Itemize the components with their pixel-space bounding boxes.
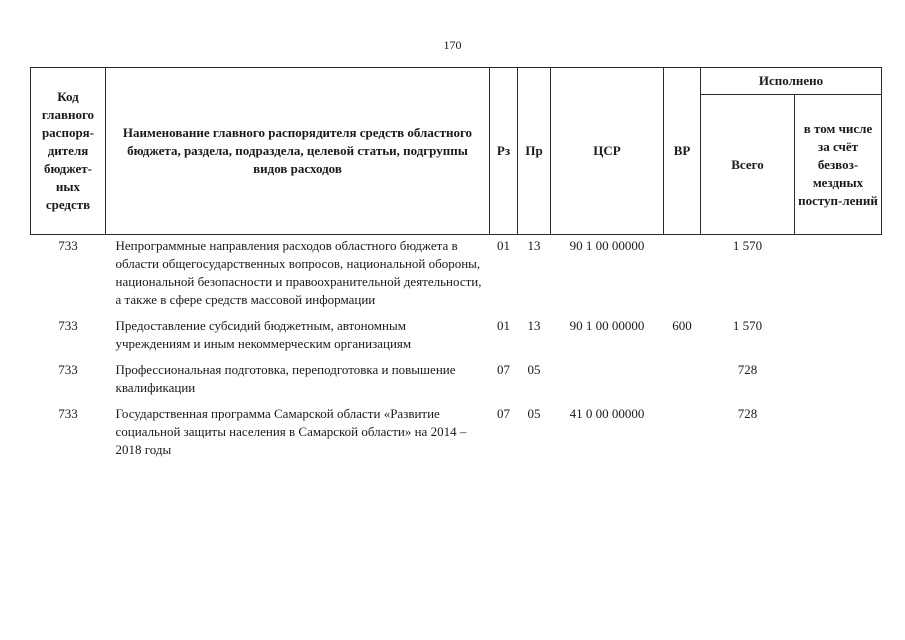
cell-free [795, 405, 882, 467]
header-csr: ЦСР [551, 68, 664, 235]
table-row [31, 405, 882, 467]
page-number: 170 [443, 38, 462, 52]
cell-rz: 01 [497, 318, 510, 333]
cell-pr: 13 [527, 238, 541, 253]
cell-rz: 07 [497, 406, 510, 421]
header-executed: Исполнено [701, 68, 882, 95]
header-name: Наименование главного распорядителя средств областного бюджета, раздела, подраздела, целевой статьи, подгруппы видов расходов [106, 68, 490, 235]
cell-free [795, 317, 882, 361]
cell-code: 733 [58, 406, 78, 421]
cell-pr: 13 [527, 318, 541, 333]
table-row [31, 317, 882, 361]
cell-name: Предоставление субсидий бюджетным, автономным учреждениям и иным некоммерческим организациям [115, 318, 412, 351]
table-body [31, 235, 882, 468]
cell-vr [664, 361, 701, 405]
budget-table [30, 67, 882, 467]
header-pr: Пр [518, 68, 551, 235]
cell-csr: 41 0 00 00000 [569, 406, 645, 421]
cell-csr: 90 1 00 00000 [569, 318, 645, 333]
cell-rz: 07 [497, 362, 510, 377]
table-row [31, 361, 882, 405]
cell-free [795, 361, 882, 405]
table-header [31, 68, 882, 235]
cell-total: 728 [737, 362, 758, 377]
cell-total: 728 [737, 406, 758, 421]
cell-free [795, 235, 882, 318]
cell-name: Профессиональная подготовка, переподготовка и повышение квалификации [115, 362, 456, 395]
header-code: Код главного распоря-дителя бюджет-ных средств [31, 68, 106, 235]
cell-code: 733 [58, 318, 78, 333]
cell-code: 733 [58, 362, 78, 377]
header-vr: ВР [664, 68, 701, 235]
cell-name: Непрограммные направления расходов областного бюджета в области общегосударственных вопросов, национальной обороны, национальной безопасности и правоохранительной деятельности, а также в сфере средств массовой информации [115, 238, 482, 307]
cell-csr: 90 1 00 00000 [569, 238, 645, 253]
cell-csr [551, 361, 664, 405]
header-free-receipts: в том числе за счёт безвоз-мездных поступ-лений [795, 95, 882, 235]
header-rz: Рз [490, 68, 518, 235]
cell-total: 1 570 [732, 238, 763, 253]
cell-name: Государственная программа Самарской области «Развитие социальной защиты населения в Самарской области» на 2014 – 2018 годы [115, 406, 467, 457]
cell-pr: 05 [527, 362, 541, 377]
cell-rz: 01 [497, 238, 510, 253]
cell-vr [664, 235, 701, 318]
cell-pr: 05 [527, 406, 541, 421]
header-total: Всего [701, 95, 795, 235]
cell-code: 733 [58, 238, 78, 253]
cell-total: 1 570 [732, 318, 763, 333]
cell-vr: 600 [672, 318, 692, 333]
cell-vr [664, 405, 701, 467]
table-row [31, 235, 882, 318]
